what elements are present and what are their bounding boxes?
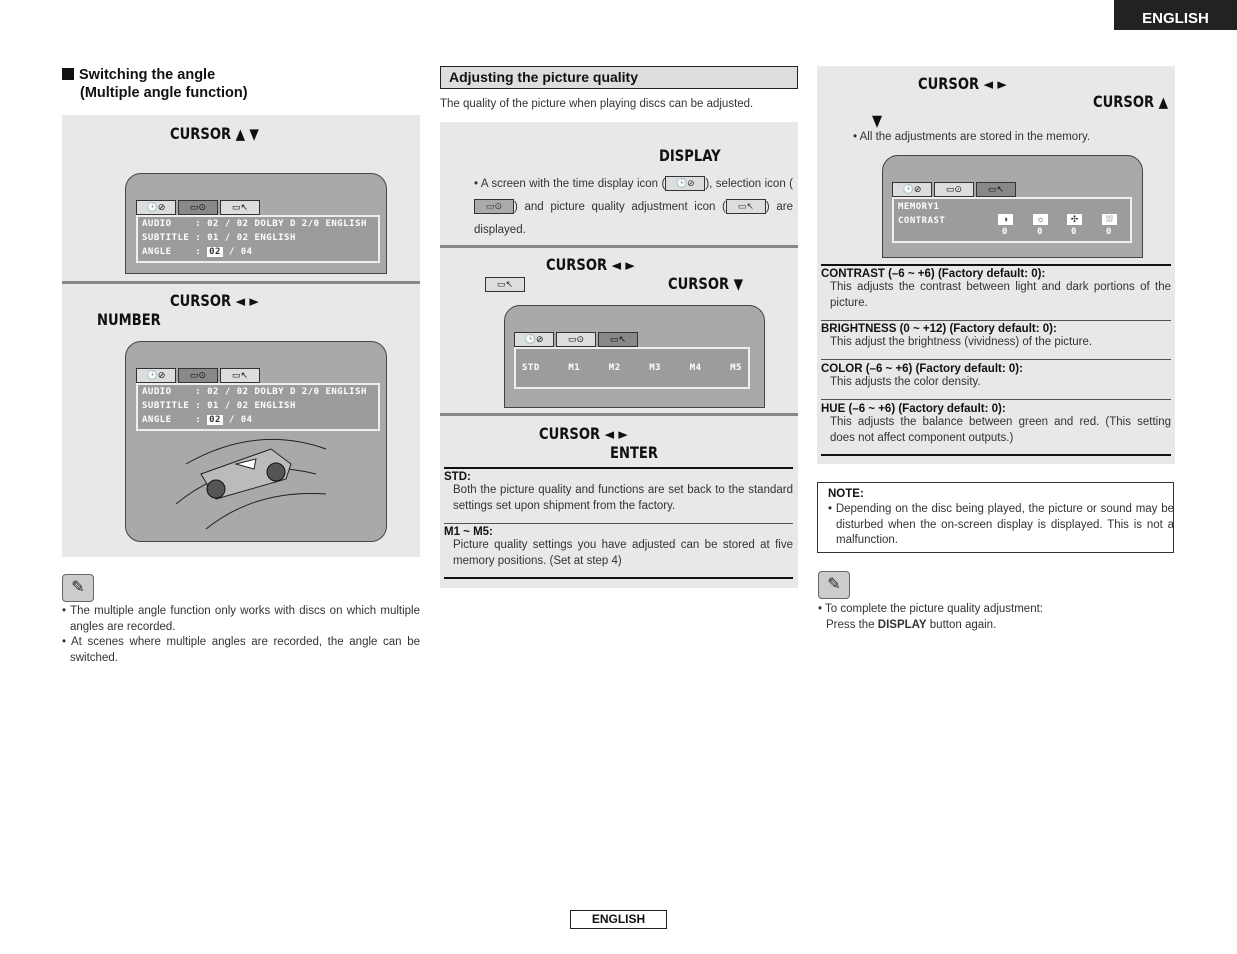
- cursor-label: CURSOR: [1093, 92, 1155, 111]
- note-text: At scenes where multiple angles are recorded, the angle can be switched.: [70, 636, 420, 664]
- osd-angle: [142, 413, 378, 427]
- cursor-label: CURSOR: [539, 424, 601, 443]
- angle-value: 02: [209, 247, 221, 257]
- def-title: STD:: [444, 471, 471, 483]
- selection-icon: ▭⊙: [474, 199, 514, 214]
- number-label: NUMBER: [97, 310, 161, 329]
- def-hue: [821, 403, 1171, 446]
- osd-angle: [142, 245, 378, 259]
- step2-instruction: [170, 291, 259, 310]
- left-heading: [62, 67, 248, 101]
- contrast-icon: ◑: [998, 214, 1013, 225]
- bullet-text: ), selection icon (: [705, 178, 793, 190]
- left-right-arrows: ◄ ►: [611, 256, 635, 274]
- picture-adjust-icon: ▭↖: [220, 200, 260, 215]
- osd-modes: [514, 347, 750, 389]
- left-right-arrows: ◄ ►: [604, 425, 628, 443]
- step1-instruction: [170, 124, 259, 143]
- picture-adjust-icon-wrap: [485, 276, 525, 294]
- osd-tabs: [514, 332, 638, 347]
- def-title: M1 ~ M5:: [444, 526, 493, 538]
- tip-line-2: [818, 617, 1043, 633]
- hue-icon: ⛆: [1102, 214, 1117, 225]
- def-body: Picture quality settings you have adjusted can be stored at five memory positions. (Set at step 4): [453, 539, 793, 567]
- display-button-label: DISPLAY: [877, 619, 927, 631]
- heading-line-1: Switching the angle: [79, 67, 216, 83]
- angle-total: / 04: [222, 247, 253, 257]
- note-title: NOTE:: [828, 488, 864, 500]
- cursor-label: CURSOR: [170, 124, 232, 143]
- rule: [821, 359, 1171, 360]
- tip: [818, 601, 1043, 633]
- right-step4-instruction: [918, 74, 1007, 93]
- contrast-value: 0: [1002, 227, 1008, 237]
- note-item: • The multiple angle function only works with discs on which multiple angles are recorded.: [62, 605, 420, 633]
- note-box: [817, 482, 1174, 553]
- time-display-icon: 🕒⊘: [892, 182, 932, 197]
- def-title: COLOR (–6 ~ +6) (Factory default: 0):: [821, 363, 1023, 375]
- enter-label: ENTER: [610, 443, 658, 462]
- osd-subtitle: SUBTITLE : 01 / 02 ENGLISH: [142, 401, 296, 411]
- rule: [444, 467, 793, 469]
- note-item: • At scenes where multiple angles are recorded, the angle can be switched.: [62, 636, 420, 664]
- display-bullet: • A screen with the time display icon ( 🕒⊘ ), selection icon (▭⊙ ) and picture quality adjustment icon ( ▭↖ ) are displayed.: [474, 178, 793, 236]
- tv-screen-4: [882, 155, 1143, 258]
- left-right-arrows: ◄ ►: [983, 75, 1007, 93]
- memory-note-text: All the adjustments are stored in the memory.: [859, 131, 1091, 143]
- hue-value: 0: [1106, 227, 1112, 237]
- memory-note: • All the adjustments are stored in the memory.: [853, 131, 1091, 143]
- mid-step2-instruction: [546, 255, 635, 274]
- section-heading-box: [440, 66, 798, 89]
- osd-audio: AUDIO : 02 / 02 DOLBY D 2/0 ENGLISH: [142, 219, 367, 229]
- osd-info: [136, 383, 380, 431]
- bullet-text: A screen with the time display icon (: [480, 178, 666, 190]
- rule: [821, 399, 1171, 400]
- mode-m1: M1: [568, 363, 581, 373]
- mid-step3-instruction: [539, 424, 628, 443]
- picture-adjust-icon: ▭↖: [976, 182, 1016, 197]
- cursor-label: CURSOR: [668, 274, 730, 293]
- rule: [444, 577, 793, 579]
- osd-tabs: [136, 368, 260, 383]
- bullet-text: ) are displayed.: [474, 201, 793, 236]
- left-notes: [62, 604, 420, 666]
- def-color: [821, 363, 1171, 391]
- def-m1-m5: [444, 526, 793, 569]
- osd-info: [136, 215, 380, 263]
- mode-m5: M5: [730, 363, 742, 373]
- cursor-label: CURSOR: [170, 291, 232, 310]
- tip-text: Press the: [826, 619, 878, 631]
- tv-screen-1: [125, 173, 387, 274]
- def-contrast: [821, 268, 1171, 311]
- intro-text: The quality of the picture when playing discs can be adjusted.: [440, 98, 754, 110]
- def-body: This adjusts the color density.: [830, 376, 981, 388]
- cursor-down-instruction: [668, 274, 743, 293]
- osd-memory: [892, 197, 1132, 243]
- def-brightness: [821, 323, 1171, 351]
- time-display-icon: 🕒⊘: [514, 332, 554, 347]
- time-display-icon: 🕒⊘: [136, 368, 176, 383]
- time-display-icon: 🕒⊘: [665, 176, 705, 191]
- mode-m4: M4: [689, 363, 702, 373]
- time-display-icon: 🕒⊘: [136, 200, 176, 215]
- tv-screen-3: [504, 305, 765, 408]
- selection-icon: ▭⊙: [178, 200, 218, 215]
- def-std: [444, 471, 793, 514]
- down-arrow: ▼: [733, 275, 744, 293]
- cursor-label: CURSOR: [546, 255, 608, 274]
- contrast-label: CONTRAST: [898, 216, 946, 226]
- language-tab: ENGLISH: [1114, 0, 1237, 30]
- rule: [821, 454, 1171, 456]
- def-title: CONTRAST (–6 ~ +6) (Factory default: 0):: [821, 268, 1046, 280]
- rule: [821, 320, 1171, 321]
- mode-m2: M2: [608, 363, 621, 373]
- race-car-illustration: [176, 434, 336, 534]
- rule: [821, 264, 1171, 266]
- tip-text: To complete the picture quality adjustment:: [825, 603, 1043, 615]
- pencil-note-icon: ✎: [62, 574, 94, 602]
- def-body: This adjusts the balance between green and red. (This setting does not affect component outputs.): [830, 416, 1171, 444]
- square-bullet-icon: [62, 68, 74, 80]
- up-arrow: ▲: [1158, 93, 1169, 111]
- osd-tabs: [136, 200, 260, 215]
- section-heading: Adjusting the picture quality: [449, 69, 639, 85]
- osd-tabs: [892, 182, 1016, 197]
- color-value: 0: [1071, 227, 1077, 237]
- memory-label: MEMORY1: [898, 202, 940, 212]
- bullet-text: ) and picture quality adjustment icon (: [514, 201, 726, 213]
- color-icon: ✣: [1067, 214, 1082, 225]
- selection-icon: ▭⊙: [934, 182, 974, 197]
- note-text: Depending on the disc being played, the picture or sound may be disturbed when the on-screen display is displayed. This is not a malfunction.: [835, 503, 1174, 546]
- up-down-arrows: ▲ ▼: [235, 125, 259, 143]
- down-arrow: ▼: [872, 111, 883, 130]
- note-text: The multiple angle function only works with discs on which multiple angles are recorded.: [70, 605, 420, 633]
- rule: [444, 523, 793, 524]
- mode-m3: M3: [649, 363, 662, 373]
- selection-icon: ▭⊙: [556, 332, 596, 347]
- footer-page-label: ENGLISH: [570, 910, 667, 929]
- picture-adjust-icon: ▭↖: [598, 332, 638, 347]
- picture-adjust-icon: ▭↖: [485, 277, 525, 292]
- def-body: This adjust the brightness (vividness) of the picture.: [830, 336, 1093, 348]
- mode-std: STD: [522, 363, 540, 373]
- tip-text: button again.: [926, 619, 997, 631]
- osd-audio: AUDIO : 02 / 02 DOLBY D 2/0 ENGLISH: [142, 387, 367, 397]
- selection-icon: ▭⊙: [178, 368, 218, 383]
- note-body: • Depending on the disc being played, the picture or sound may be disturbed when the on-screen display is displayed. This is not a malfunction.: [828, 503, 1174, 546]
- brightness-icon: ☼: [1033, 214, 1048, 225]
- pencil-note-icon: ✎: [818, 571, 850, 599]
- angle-label: ANGLE :: [142, 415, 208, 425]
- cursor-label: CURSOR: [918, 74, 980, 93]
- angle-label: ANGLE :: [142, 247, 208, 257]
- cursor-up-instruction: [1093, 92, 1168, 111]
- def-body: This adjusts the contrast between light and dark portions of the picture.: [830, 281, 1171, 309]
- def-title: HUE (–6 ~ +6) (Factory default: 0):: [821, 403, 1006, 415]
- def-body: Both the picture quality and functions are set back to the standard settings set upon shipment from the factory.: [453, 484, 793, 512]
- angle-total: / 04: [222, 415, 253, 425]
- picture-adjust-icon: ▭↖: [220, 368, 260, 383]
- osd-subtitle: SUBTITLE : 01 / 02 ENGLISH: [142, 233, 296, 243]
- angle-value: 02: [209, 415, 221, 425]
- display-label: DISPLAY: [659, 146, 721, 165]
- tv-screen-2: [125, 341, 387, 542]
- brightness-value: 0: [1037, 227, 1043, 237]
- left-right-arrows: ◄ ►: [235, 292, 259, 310]
- picture-adjust-icon: ▭↖: [726, 199, 766, 214]
- heading-line-2: (Multiple angle function): [80, 85, 248, 101]
- def-title: BRIGHTNESS (0 ~ +12) (Factory default: 0):: [821, 323, 1057, 335]
- tip-line-1: • To complete the picture quality adjustment:: [818, 603, 1043, 615]
